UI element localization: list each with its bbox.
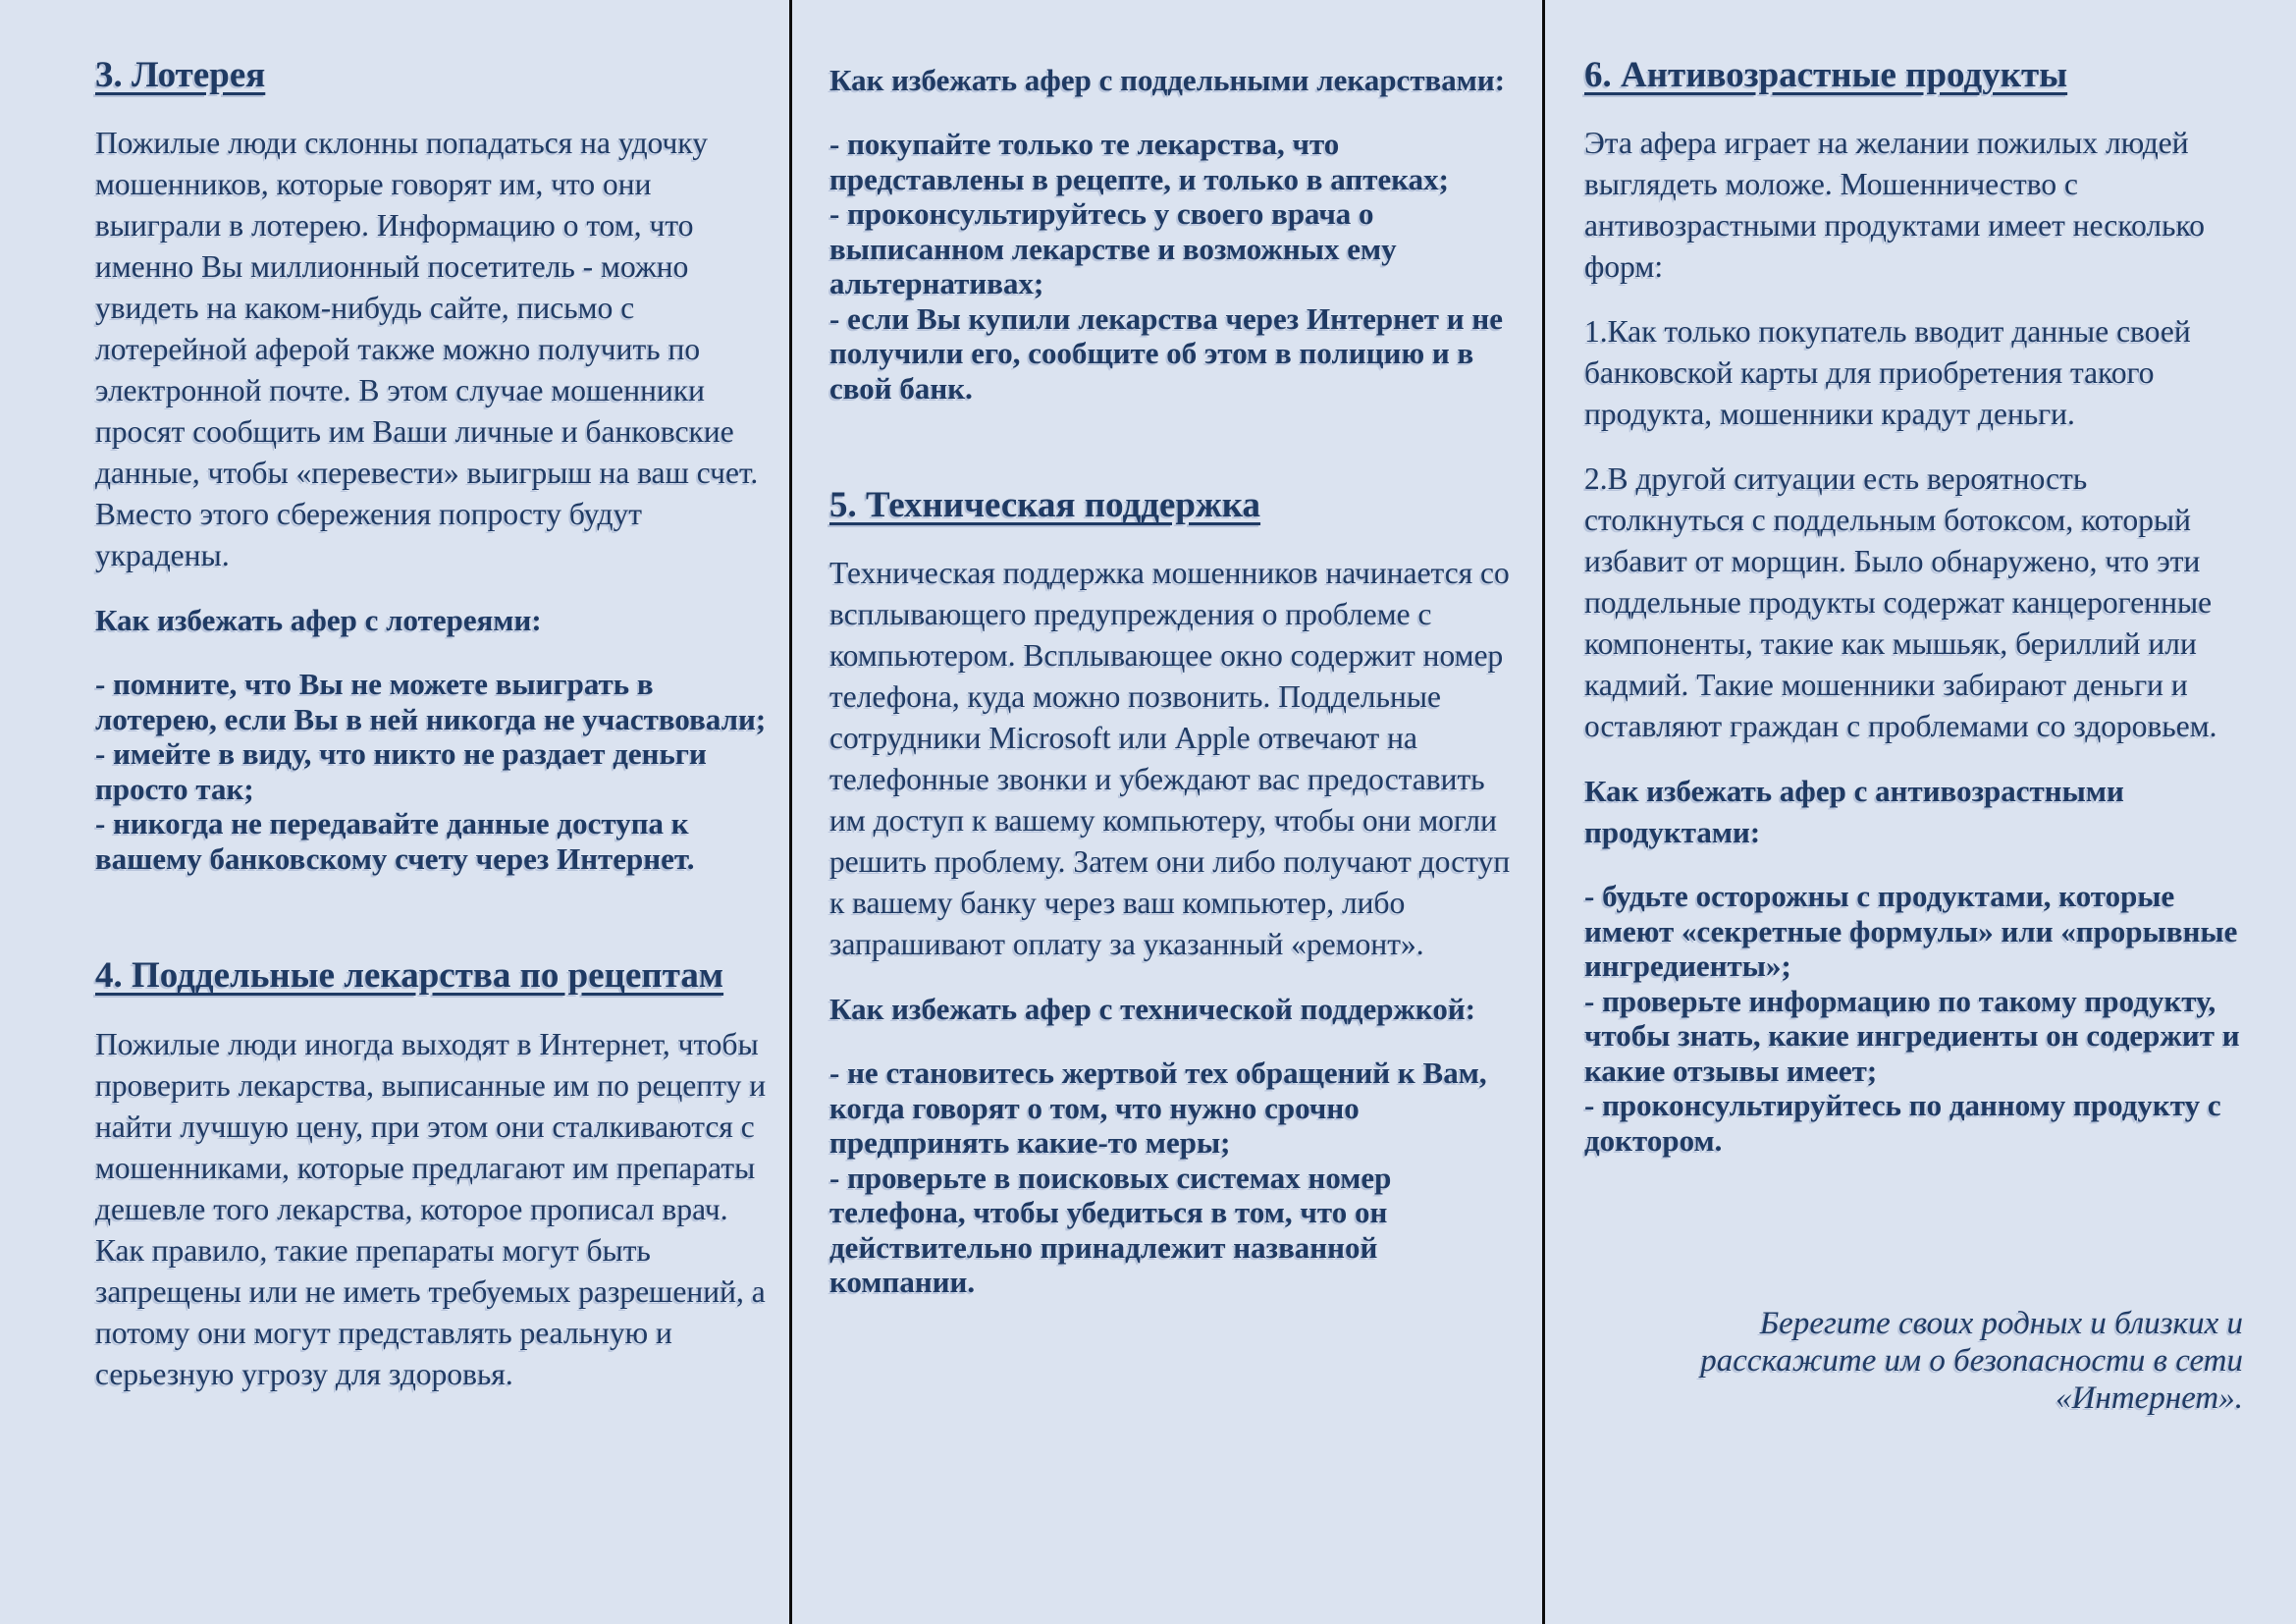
anti-aging-tips-list [1584, 879, 2243, 1158]
section-heading-fake-medicines: 4. Поддельные лекарства по рецептам [95, 955, 724, 997]
panel-right [1545, 0, 2296, 1624]
tip-item: - проверьте в поисковых системах номер телефона, чтобы убедиться в том, что он действительно принадлежит названной компании. [829, 1160, 1392, 1300]
tip-item: - покупайте только те лекарства, что представлены в рецепте, и только в аптеках; [829, 127, 1449, 196]
tip-item: - проверьте информацию по такому продукту, чтобы знать, какие ингредиенты он содержит и какие отзывы имеет; [1584, 983, 2240, 1088]
fake-medicines-tips-subheading: Как избежать афер с поддельными лекарствами: [829, 63, 1506, 97]
section-heading-lottery: 3. Лотерея [95, 55, 266, 95]
tip-item: - помните, что Вы не можете выиграть в лотерею, если Вы в ней никогда не участвовали; [95, 667, 767, 736]
tip-item: - не становитесь жертвой тех обращений к Вам, когда говорят о том, что нужно срочно предпринять какие-то меры; [829, 1056, 1487, 1161]
tip-item: - проконсультируйтесь у своего врача о выписанном лекарстве и возможных ему альтернативах; [829, 196, 1397, 300]
lottery-paragraph: Пожилые люди склонны попадаться на удочку мошенников, которые говорят им, что они выиграли в лотерею. Информацию о том, что именно Вы миллионный посетитель - можно увидеть на каком-нибудь сайте, письмо с лотерейной аферой также можно получить по электронной почте. В этом случае мошенники просят сообщить им Ваши личные и банковские данные, чтобы «перевести» выигрыш на ваш счет. Вместо этого сбережения попросту будут украдены. [95, 126, 759, 573]
tip-item: - будьте осторожны с продуктами, которые имеют «секретные формулы» или «прорывные ингредиенты»; [1584, 879, 2238, 984]
panel-left [0, 0, 789, 1624]
tech-support-paragraph: Техническая поддержка мошенников начинается со всплывающего предупреждения о проблеме с компьютером. Всплывающее окно содержит номер телефона, куда можно позвонить. Поддельные сотрудники Microsoft или Apple отвечают на телефонные звонки и убеждают вас предоставить им доступ к вашему компьютеру, чтобы они могли решить проблему. Затем они либо получают доступ к вашему банку через ваш компьютер, либо запрашивают оплату за указанный «ремонт». [829, 556, 1511, 962]
closing-note: Берегите своих родных и близких и расскажите им о безопасности в сети «Интернет». [1700, 1306, 2243, 1417]
anti-aging-tips-subheading: Как избежать афер с антивозрастными продуктами: [1584, 774, 2124, 850]
tip-item: - имейте в виду, что никто не раздает деньги просто так; [95, 736, 707, 806]
tech-support-tips-subheading: Как избежать афер с технической поддержкой: [829, 992, 1476, 1027]
fake-medicines-tips-list [829, 127, 1517, 406]
anti-aging-intro-paragraph: Эта афера играет на желании пожилых людей выглядеть моложе. Мошенничество с антивозрастными продуктами имеет несколько форм: [1584, 126, 2205, 285]
section-heading-anti-aging: 6. Антивозрастные продукты [1584, 55, 2068, 95]
anti-aging-form-1-paragraph: 1.Как только покупатель вводит данные своей банковской карты для приобретения такого продукта, мошенники крадут деньги. [1584, 314, 2191, 432]
tip-item: - проконсультируйтесь по данному продукту с доктором. [1584, 1088, 2221, 1158]
lottery-tips-subheading: Как избежать афер с лотереями: [95, 603, 542, 638]
tip-item: - никогда не передавайте данные доступа к вашему банковскому счету через Интернет. [95, 806, 695, 876]
tip-item: - если Вы купили лекарства через Интернет и не получили его, сообщите об этом в полицию и в свой банк. [829, 300, 1503, 406]
panel-middle [792, 0, 1542, 1624]
section-heading-tech-support: 5. Техническая поддержка [829, 485, 1261, 525]
anti-aging-form-2-paragraph: 2.В другой ситуации есть вероятность столкнуться с поддельным ботоксом, который избавит от морщин. Было обнаружено, что эти поддельные продукты содержат канцерогенные компоненты, такие как мышьяк, бериллий или кадмий. Такие мошенники забирают деньги и оставляют граждан с проблемами со здоровьем. [1584, 461, 2217, 744]
fake-medicines-paragraph: Пожилые люди иногда выходят в Интернет, чтобы проверить лекарства, выписанные им по рецепту и найти лучшую цену, при этом они сталкиваются с мошенниками, которые предлагают им препараты дешевле того лекарства, которое прописал врач. Как правило, такие препараты могут быть запрещены или не иметь требуемых разрешений, а потому они могут представлять реальную и серьезную угрозу для здоровья. [95, 1026, 767, 1391]
tech-support-tips-list [829, 1056, 1517, 1300]
lottery-tips-list [95, 667, 768, 876]
